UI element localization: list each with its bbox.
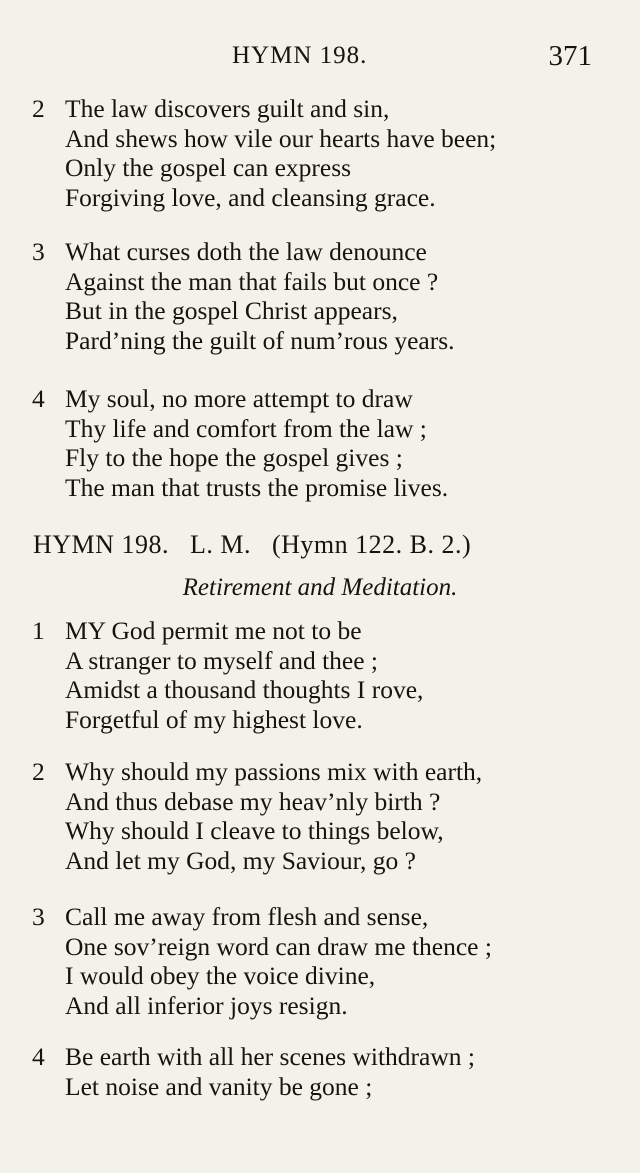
verse-line: MY God permit me not to be	[65, 616, 362, 645]
stanza-1	[32, 616, 612, 734]
verse-line: Pard’ning the guilt of num’rous years.	[65, 325, 455, 355]
hymn-heading	[33, 530, 485, 560]
verse-line: Forgetful of my highest love.	[65, 704, 363, 734]
page-number: 371	[548, 40, 592, 72]
verse-line: The law discovers guilt and sin,	[65, 94, 390, 123]
hymn-reference: (Hymn 122. B. 2.)	[271, 530, 472, 559]
stanza-4-top	[32, 384, 612, 502]
stanza-number: 2	[32, 757, 45, 786]
verse-line: One sov’reign word can draw me thence ;	[65, 931, 492, 961]
verse-line: The man that trusts the promise lives.	[65, 472, 449, 502]
hymn-meter: L. M.	[189, 530, 251, 559]
stanza-number: 3	[32, 237, 45, 266]
stanza-3	[32, 902, 612, 1020]
verse-line: Be earth with all her scenes withdrawn ;	[65, 1042, 475, 1071]
verse-line: Only the gospel can express	[65, 153, 352, 182]
verse-line: A stranger to myself and thee ;	[65, 645, 378, 675]
stanza-2	[32, 757, 612, 875]
verse-line: But in the gospel Christ appears,	[65, 296, 398, 325]
verse-line: Amidst a thousand thoughts I rove,	[65, 675, 424, 704]
stanza-number: 4	[32, 384, 45, 413]
verse-line: And all inferior joys resign.	[65, 990, 348, 1020]
verse-line: Why should I cleave to things below,	[65, 816, 444, 845]
verse-line: Call me away from flesh and sense,	[65, 902, 429, 931]
verse-line: My soul, no more attempt to draw	[65, 384, 413, 413]
stanza-number: 1	[32, 616, 45, 645]
stanza-number: 3	[32, 902, 45, 931]
verse-line: And thus debase my heav’nly birth ?	[65, 786, 441, 816]
hymn-label: HYMN 198.	[33, 530, 169, 559]
stanza-number: 2	[32, 94, 45, 123]
stanza-3-top	[32, 237, 612, 355]
stanza-2-top	[32, 94, 612, 212]
verse-line: What curses doth the law denounce	[65, 237, 427, 266]
verse-line: Let noise and vanity be gone ;	[65, 1071, 373, 1101]
verse-line: Fly to the hope the gospel gives ;	[65, 443, 403, 472]
verse-line: Against the man that fails but once ?	[65, 266, 439, 296]
verse-line: And shews how vile our hearts have been;	[65, 123, 497, 153]
verse-line: Why should my passions mix with earth,	[65, 757, 483, 786]
running-title: HYMN 198.	[232, 42, 368, 69]
running-head	[0, 42, 640, 76]
verse-line: Forgiving love, and cleansing grace.	[65, 182, 436, 212]
stanza-4	[32, 1042, 612, 1101]
hymn-subtitle: Retirement and Meditation.	[182, 574, 458, 601]
verse-line: I would obey the voice divine,	[65, 961, 376, 990]
verse-line: Thy life and comfort from the law ;	[65, 413, 427, 443]
stanza-number: 4	[32, 1042, 45, 1071]
verse-line: And let my God, my Saviour, go ?	[65, 845, 416, 875]
